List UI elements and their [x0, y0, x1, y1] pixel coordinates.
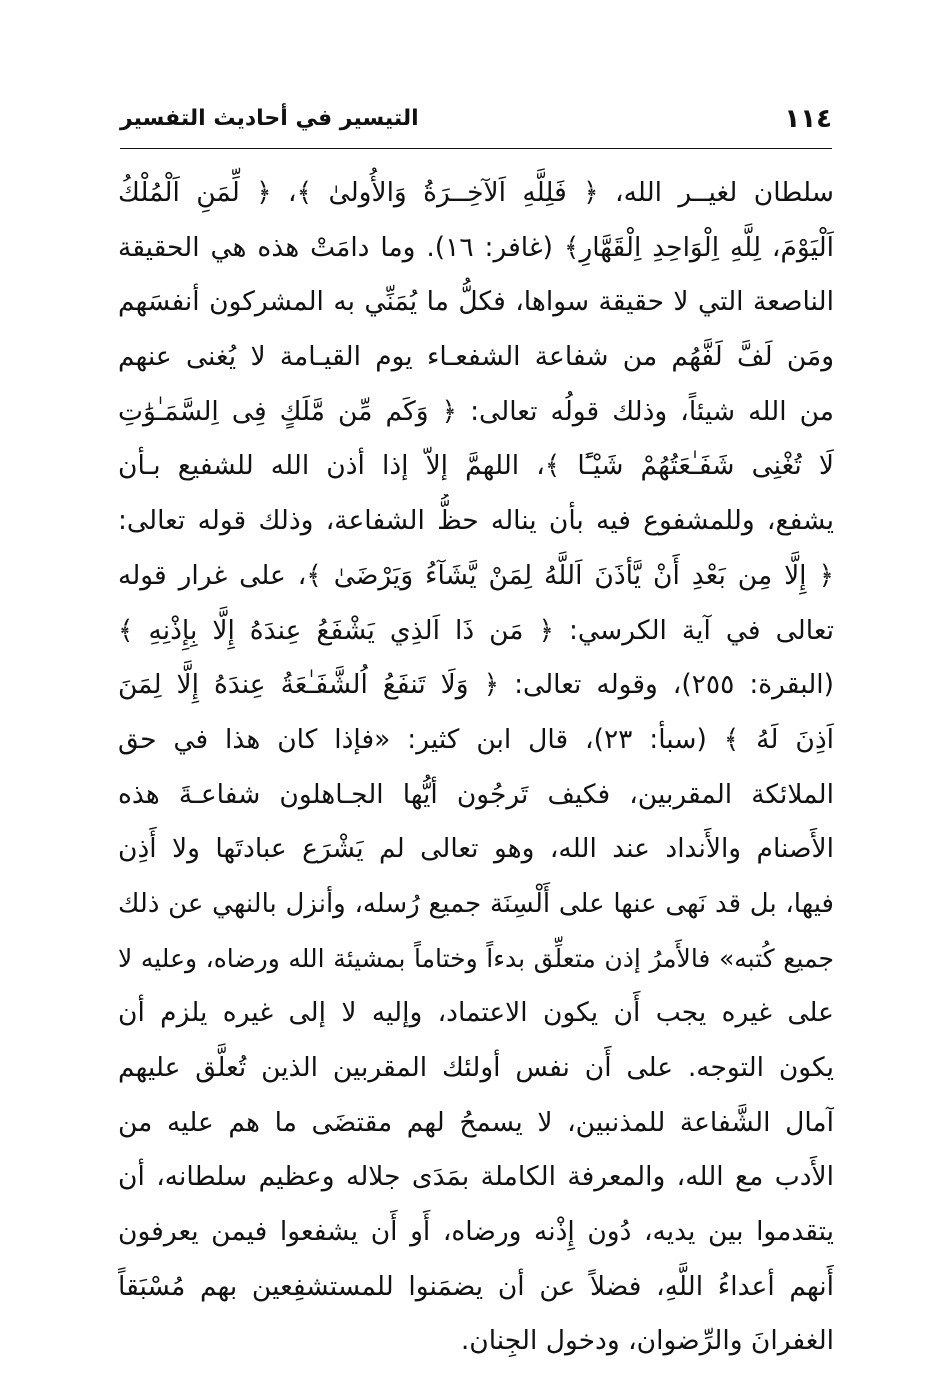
- running-title: التيسير في أحاديث التفسير: [120, 106, 419, 131]
- text-line: ﴿ إِلَّا مِن بَعْدِ أَنْ يَّأذَنَ اَللَّهُ لِمَنْ يَّشَآءُ وَيَرْضَىٰ ﴾، على غرار قوله: [118, 559, 834, 591]
- text-line: اَذِنَ لَهُ ﴾ (سبأ: ٢٣)، قال ابن كثير: «فإذا كان هذا في حق: [118, 723, 834, 755]
- text-line: ومَن لَفَّ لَفَّهُم من شفاعة الشفعـاء يوم القيـامة لا يُغنى عنهم: [118, 341, 834, 373]
- text-line: (البقرة: ٢٥٥)، وقوله تعالى: ﴿ وَلَا تَنفَعُ اُلشَّفَـٰعَةُ عِندَهُ إِلَّا لِمَنَ: [118, 669, 834, 701]
- text-line: لَا تُغْنِى شَفَـٰعَتُهُمْ شَيْـًٔا ﴾، اللهمَّ إلاّ إذا أذن الله للشفيع بـأن: [118, 450, 834, 482]
- header-rule: [120, 148, 832, 149]
- page-header: [120, 100, 832, 146]
- text-line: تعالى في آية الكرسي: ﴿ مَن ذَا اَلذِي يَشْفَعُ عِندَهُ إِلَّا بِإِذْنِهِ ﴾: [118, 614, 834, 646]
- text-line: سلطان لغيــر الله، ﴿ فَلِلَّهِ اَلآخِــرَةُ وَالأُولىٰ ﴾، ﴿ لِّمَنِ اَلْمُلْكُ: [118, 177, 834, 208]
- text-line: الناصعة التي لا حقيقة سواها، فكلُّ ما يُمَنِّي به المشركون أنفسَهم: [118, 286, 834, 318]
- body-text: [118, 166, 834, 1369]
- text-line: جميع كُتبه» فالأَمرُ إذن متعلِّق بدءاً وختاماً بمشيئة الله ورضاه، وعليه لا: [118, 943, 834, 973]
- text-line: من الله شيئاً، وذلك قولُه تعالى: ﴿ وَكَم مِّن مَّلَكٍ فِى اِلسَّمَـٰوَٰتِ: [118, 395, 834, 427]
- text-line: الأَدب مع الله، والمعرفة الكاملة بمَدَى جلاله وعظيم سلطانه، أن: [118, 1161, 834, 1193]
- text-line: يكون التوجه. على أَن نفس أولئك المقربين الذين تُعلَّق عليهم: [118, 1052, 834, 1083]
- text-line: اَلْيَوْمَ، لِلَّهِ اِلْوَاحِدِ اِلْقَهَّارِ﴾ (غافر: ١٦). وما دامَتْ هذه هي الحقيقة: [118, 231, 834, 263]
- text-line: أَنهم أعداءُ اللَّهِ، فضلاً عن أن يضمَنوا للمستشفِعين بهم مُسْبَقاً: [118, 1270, 834, 1302]
- text-line: الأَصنام والأَنداد عند الله، وهو تعالى لم يَشْرَع عبادتَها ولا أَذِن: [118, 833, 834, 865]
- text-line: آمال الشَّفاعة للمذنبين، لا يسمحُ لهم مقتضَى ما هم عليه من: [118, 1106, 834, 1138]
- text-line: يشفع، وللمشفوع فيه بأن يناله حظُّ الشفاعة، وذلك قوله تعالى:: [118, 505, 834, 537]
- text-line: يتقدموا بين يديه، دُون إِذْنه ورضاه، أَو أَن يشفعوا فيمن يعرفون: [118, 1216, 834, 1248]
- text-line: الملائكة المقربين، فكيف تَرجُون أيُّها الجـاهلون شفاعـةَ هذه: [118, 778, 834, 810]
- page-number: ١١٤: [784, 104, 832, 134]
- text-line: الغفرانَ والرِّضوان، ودخول الجِنان.: [460, 1325, 834, 1357]
- text-line: على غيره يجب أَن يكون الاعتماد، وإليه لا إلى غيره يلزم أن: [118, 997, 834, 1029]
- text-line: فيها، بل قد نَهى عنها على أَلْسِنَة جميع رُسله، وأنزل بالنهي عن ذلك: [118, 888, 834, 919]
